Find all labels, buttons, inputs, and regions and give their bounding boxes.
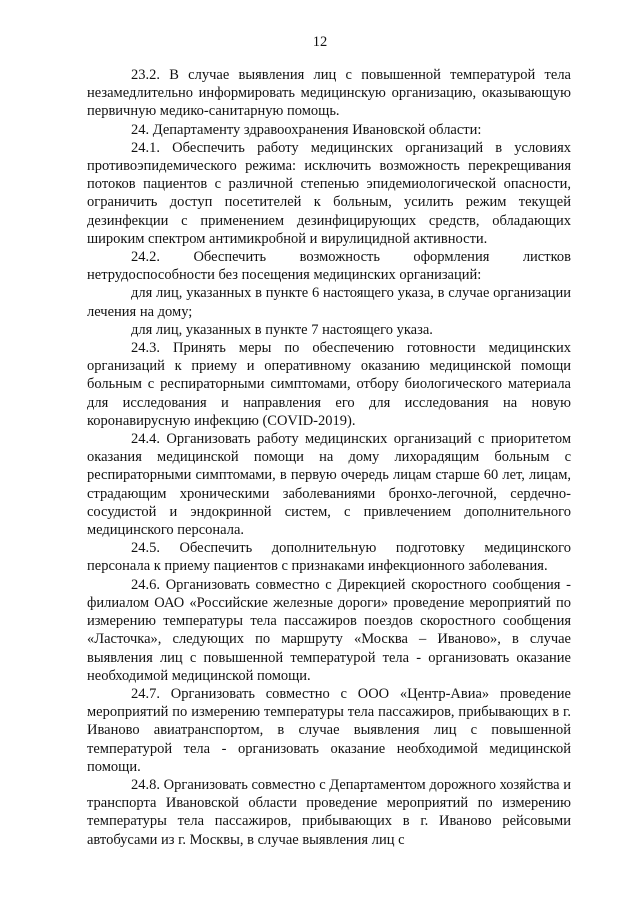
paragraph-24: 24. Департаменту здравоохранения Ивановской области: — [131, 121, 482, 138]
paragraph-24-4: 24.4. Организовать работу медицинских организаций с приоритетом оказания медицинской помощи на дому лихорадящим больным с респираторными симптомами, в первую очередь лицам старше 60 лет, лицам, страдающим хроническими заболеваниями бронхо-легочной, сердечно-сосудистой и эндокринной систем, с привлечением дополнительного медицинского персонала. — [87, 431, 571, 539]
paragraph-24-1: 24.1. Обеспечить работу медицинских организаций в условиях противоэпидемического режима: исключить возможность перекрещивания потоков пациентов с различной степенью эпидемиологической опасности, ограничить доступ посетителей к больным, усилить режим текущей дезинфекции с применением дезинфицирующих средств, обладающих широким спектром антимикробной и вирулицидной активности. — [87, 139, 571, 247]
document-body — [87, 66, 571, 849]
paragraph-23-2: 23.2. В случае выявления лиц с повышенной температурой тела незамедлительно информировать медицинскую организацию, оказывающую первичную медико-санитарную помощь. — [87, 67, 571, 120]
paragraph-24-2-item-2: для лиц, указанных в пункте 7 настоящего указа. — [131, 321, 433, 338]
paragraph-24-2-item-1: для лиц, указанных в пункте 6 настоящего указа, в случае организации лечения на дому; — [87, 285, 571, 320]
paragraph-24-5: 24.5. Обеспечить дополнительную подготовку медицинского персонала к приему пациентов с признаками инфекционного заболевания. — [87, 540, 571, 575]
paragraph-24-8: 24.8. Организовать совместно с Департаментом дорожного хозяйства и транспорта Ивановской области проведение мероприятий по измерению температуры тела пассажиров, прибывающих в г. Иваново рейсовыми автобусами из г. Москвы, в случае выявления лиц с — [87, 776, 571, 848]
paragraph-24-3: 24.3. Принять меры по обеспечению готовности медицинских организаций к приему и оперативному оказанию медицинской помощи больным с респираторными симптомами, отбору биологического материала для исследования и направления его для исследования на новую коронавирусную инфекцию (COVID-2019). — [87, 340, 571, 429]
paragraph-24-6: 24.6. Организовать совместно с Дирекцией скоростного сообщения - филиалом ОАО «Российские железные дороги» проведение мероприятий по измерению температуры тела пассажиров поездов скоростного сообщения «Ласточка», следующих по маршруту «Москва – Иваново», в случае выявления лиц с повышенной температурой тела - организовать оказание необходимой медицинской помощи. — [87, 576, 571, 684]
page-number: 12 — [312, 34, 328, 50]
paragraph-24-7: 24.7. Организовать совместно с ООО «Центр-Авиа» проведение мероприятий по измерению температуры тела пассажиров, прибывающих в г. Иваново авиатранспортом, в случае выявления лиц с повышенной температурой тела - организовать оказание необходимой медицинской помощи. — [87, 685, 571, 775]
paragraph-24-2: 24.2. Обеспечить возможность оформления листков нетрудоспособности без посещения медицинских организаций: — [87, 249, 571, 284]
